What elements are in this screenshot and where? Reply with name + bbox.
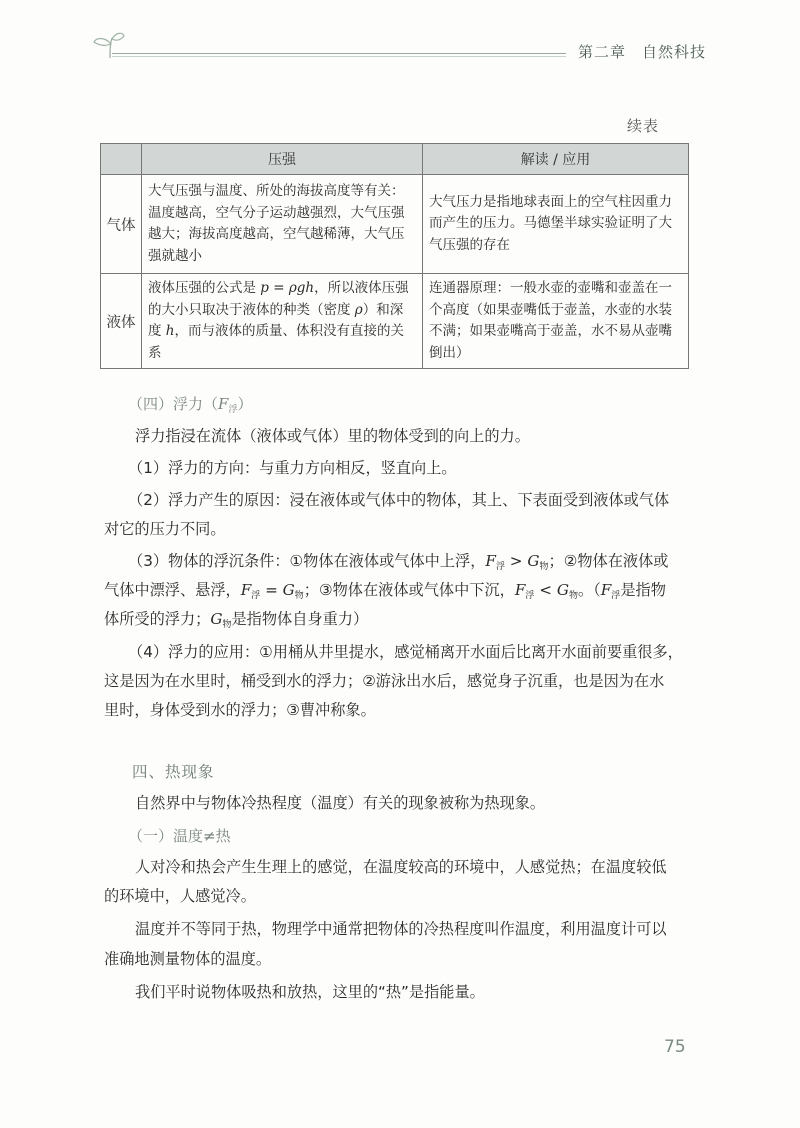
buoyancy-point-3-line-1: （3）物体的浮沉条件：①物体在液体或气体中上浮，$F_浮 > G_物$；②物体在液体或 xyxy=(128,552,669,572)
table-header-pressure: 压强 xyxy=(142,144,423,175)
temperature-heat-heading: （一）温度≠热 xyxy=(128,827,231,845)
heat-paragraph-2-line-1: 温度并不等同于热，物理学中通常把物体的冷热程度叫作温度，利用温度计可以 xyxy=(135,920,667,938)
buoyancy-point-2-line-1: （2）浮力产生的原因：浸在液体或气体中的物体，其上、下表面受到液体或气体 xyxy=(128,491,670,509)
heat-paragraph-3: 我们平时说物体吸热和放热，这里的“热”是指能量。 xyxy=(135,983,485,1001)
buoyancy-point-4-line-2: 这是因为在水里时，桶受到水的浮力；②游泳出水后，感觉身子沉重，也是因为在水 xyxy=(104,672,665,690)
table-continued-caption: 续表 xyxy=(627,117,660,135)
pressure-table xyxy=(100,143,689,369)
liquid-pressure-cell xyxy=(142,274,423,369)
row-label-gas: 气体 xyxy=(101,175,142,274)
gas-application-text: 大气压力是指地球表面上的空气柱因重力而产生的压力。马德堡半球实验证明了大气压强的存在 xyxy=(429,193,672,253)
table-header-corner xyxy=(101,144,142,175)
buoyancy-intro: 浮力指浸在流体（液体或气体）里的物体受到的向上的力。 xyxy=(135,427,530,445)
header-rule xyxy=(112,53,566,54)
header-rule-secondary xyxy=(112,56,566,57)
heat-paragraph-1-line-2: 的环境中，人感觉冷。 xyxy=(104,887,256,905)
page-number: 75 xyxy=(664,1037,686,1057)
gas-pressure-text: 大气压强与温度、所处的海拔高度等有关：温度越高，空气分子运动越强烈，大气压强越大；海拔高度越高，空气越稀薄，大气压强就越小 xyxy=(148,183,405,264)
chapter-title: 第二章 自然科技 xyxy=(578,43,707,61)
heat-paragraph-2-line-2: 准确地测量物体的温度。 xyxy=(104,950,272,968)
liquid-application-cell xyxy=(423,274,689,369)
heat-section-heading: 四、热现象 xyxy=(132,763,215,781)
buoyancy-point-4-line-1: （4）浮力的应用：①用桶从井里提水，感觉桶离开水面后比离开水面前要重很多， xyxy=(128,643,683,661)
liquid-pressure-text: 液体压强的公式是 p = ρgh，所以液体压强的大小只取决于液体的种类（密度 ρ）和深度 h，而与液体的质量、体积没有直接的关系 xyxy=(148,280,409,361)
gas-pressure-cell xyxy=(142,175,423,274)
buoyancy-point-3-line-3: 体所受的浮力；$G_物$是指物体自身重力） xyxy=(104,610,369,630)
buoyancy-heading: （四）浮力$(F_浮)$ xyxy=(128,395,253,415)
table-row-gas xyxy=(101,175,689,274)
table-header-application: 解读 / 应用 xyxy=(423,144,689,175)
buoyancy-point-4-line-3: 里时，身体受到水的浮力；③曹冲称象。 xyxy=(104,701,376,719)
buoyancy-point-1: （1）浮力的方向：与重力方向相反，竖直向上。 xyxy=(128,459,457,477)
heat-paragraph-1-line-1: 人对冷和热会产生生理上的感觉，在温度较高的环境中，人感觉热；在温度较低 xyxy=(135,858,667,876)
heat-intro: 自然界中与物体冷热程度（温度）有关的现象被称为热现象。 xyxy=(135,794,546,812)
table-row-liquid xyxy=(101,274,689,369)
row-label-liquid: 液体 xyxy=(101,274,142,369)
buoyancy-point-3-line-2: 气体中漂浮、悬浮，$F_浮 = G_物$；③物体在液体或气体中下沉，$F_浮 < G_物$。（$F_浮$是指物 xyxy=(104,581,666,601)
pressure-formula: p = ρgh xyxy=(260,280,315,296)
liquid-application-text: 连通器原理：一般水壶的壶嘴和壶盖在一个高度（如果壶嘴低于壶盖，水壶的水装不满；如果壶嘴高于壶盖，水不易从壶嘴倒出） xyxy=(429,280,672,361)
buoyancy-point-2-line-2: 对它的压力不同。 xyxy=(104,520,226,538)
table-header-row xyxy=(101,144,689,175)
gas-application-cell xyxy=(423,175,689,274)
